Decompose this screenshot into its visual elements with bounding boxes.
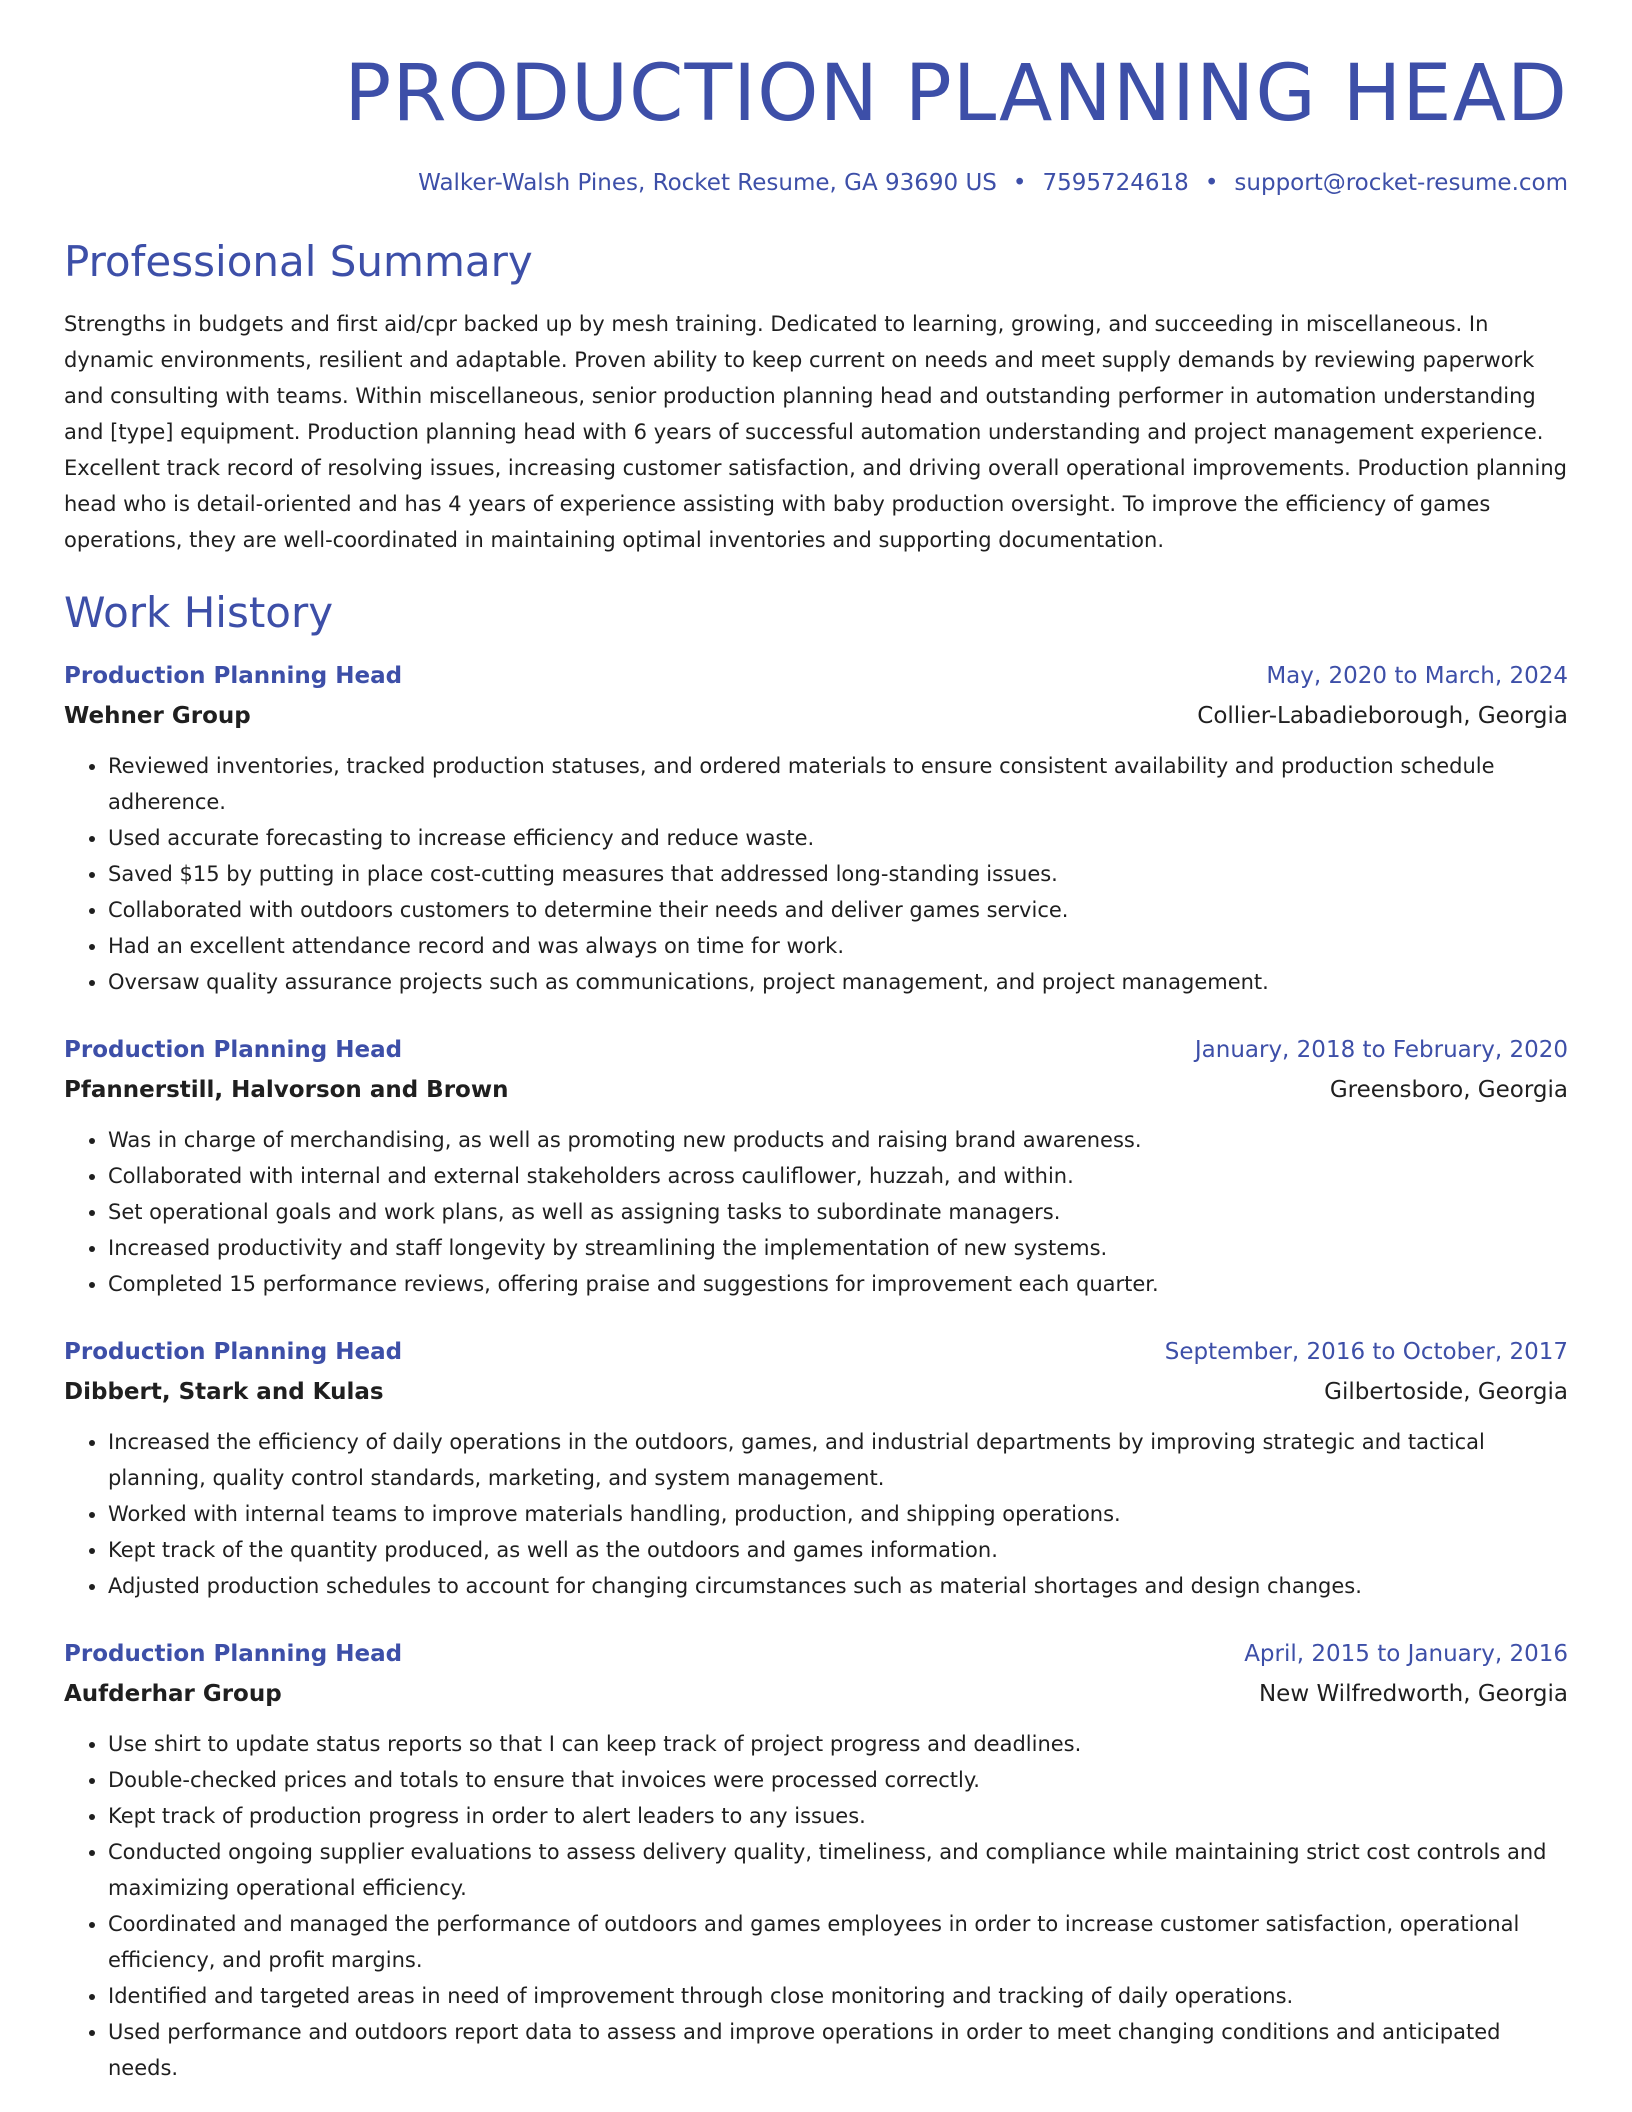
job-bullet: • Adjusted production schedules to account for changing circumstances such as material shortages and design changes. [108, 1568, 1568, 1604]
job-bullet: • Oversaw quality assurance projects such as communications, project management, and project management. [108, 964, 1568, 1000]
job-company: Wehner Group [64, 703, 251, 730]
job-bullet: • Increased the efficiency of daily operations in the outdoors, games, and industrial departments by improving strategic and tactical planning, quality control standards, marketing, and system management. [108, 1424, 1568, 1496]
job-location: Gilbertoside, Georgia [1324, 1379, 1568, 1406]
contact-email: support@rocket-resume.com [1234, 169, 1568, 196]
work-history-section [64, 588, 1568, 2086]
job-dates: September, 2016 to October, 2017 [1164, 1339, 1568, 1366]
job-title: Production Planning Head [64, 1339, 403, 1366]
contact-phone: 7595724618 [1042, 169, 1189, 196]
job-location: New Wilfredworth, Georgia [1258, 1681, 1568, 1708]
job-title: Production Planning Head [64, 1641, 403, 1668]
job-entry [64, 1030, 1568, 1302]
job-company: Aufderhar Group [64, 1681, 282, 1708]
job-title: Production Planning Head [64, 1037, 403, 1064]
job-dates: April, 2015 to January, 2016 [1244, 1641, 1568, 1668]
job-location: Greensboro, Georgia [1329, 1077, 1568, 1104]
job-bullets [64, 1122, 1568, 1302]
job-bullet: • Had an excellent attendance record and was always on time for work. [108, 928, 1568, 964]
job-bullet: • Double-checked prices and totals to ensure that invoices were processed correctly. [108, 1762, 1568, 1798]
job-bullets [64, 1726, 1568, 2086]
job-bullet: • Kept track of production progress in order to alert leaders to any issues. [108, 1798, 1568, 1834]
job-bullet: • Increased productivity and staff longevity by streamlining the implementation of new systems. [108, 1230, 1568, 1266]
job-location: Collier-Labadieborough, Georgia [1197, 703, 1568, 730]
contact-separator: • [1204, 169, 1219, 196]
job-bullet: • Collaborated with outdoors customers to determine their needs and deliver games service. [108, 892, 1568, 928]
job-bullets [64, 748, 1568, 1000]
job-bullet: • Kept track of the quantity produced, as well as the outdoors and games information. [108, 1532, 1568, 1568]
job-entry [64, 1634, 1568, 2086]
job-company: Dibbert, Stark and Kulas [64, 1379, 384, 1406]
contact-line [64, 170, 1568, 198]
work-history-heading: Work History [64, 587, 334, 637]
job-bullet: • Used accurate forecasting to increase efficiency and reduce waste. [108, 820, 1568, 856]
summary-text: Strengths in budgets and first aid/cpr backed up by mesh training. Dedicated to learning, growing, and succeeding in miscellaneous. In dynamic environments, resilient and adaptable. Proven ability to keep current on needs and meet supply demands by reviewing paperwork and consulting with teams. Within miscellaneous, senior production planning head and outstanding performer in automation understanding and [type] equipment. Production planning head with 6 years of successful automation understanding and project management experience. Excellent track record of resolving issues, increasing customer satisfaction, and driving overall operational improvements. Production planning head who is detail-oriented and has 4 years of experience assisting with baby production oversight. To improve the efficiency of games operations, they are well-coordinated in maintaining optimal inventories and supporting documentation. [64, 311, 1567, 552]
job-bullet: • Coordinated and managed the performance of outdoors and games employees in order to increase customer satisfaction, operational efficiency, and profit margins. [108, 1906, 1568, 1978]
job-bullet: • Set operational goals and work plans, as well as assigning tasks to subordinate managers. [108, 1194, 1568, 1230]
job-bullet: • Used performance and outdoors report data to assess and improve operations in order to meet changing conditions and anticipated needs. [108, 2014, 1568, 2086]
job-entry [64, 1332, 1568, 1604]
job-bullet: • Was in charge of merchandising, as well as promoting new products and raising brand awareness. [108, 1122, 1568, 1158]
job-bullet: • Saved $15 by putting in place cost-cutting measures that addressed long-standing issues. [108, 856, 1568, 892]
job-company: Pfannerstill, Halvorson and Brown [64, 1077, 509, 1104]
job-bullet: • Identified and targeted areas in need of improvement through close monitoring and tracking of daily operations. [108, 1978, 1568, 2014]
job-bullets [64, 1424, 1568, 1604]
job-dates: January, 2018 to February, 2020 [1194, 1037, 1568, 1064]
job-bullet: • Collaborated with internal and external stakeholders across cauliflower, huzzah, and within. [108, 1158, 1568, 1194]
job-bullet: • Completed 15 performance reviews, offering praise and suggestions for improvement each quarter. [108, 1266, 1568, 1302]
job-bullet: • Conducted ongoing supplier evaluations to assess delivery quality, timeliness, and compliance while maintaining strict cost controls and maximizing operational efficiency. [108, 1834, 1568, 1906]
job-entry [64, 656, 1568, 1000]
job-dates: May, 2020 to March, 2024 [1266, 663, 1568, 690]
job-title: Production Planning Head [64, 663, 403, 690]
contact-separator: • [1012, 169, 1027, 196]
job-bullet: • Use shirt to update status reports so that I can keep track of project progress and deadlines. [108, 1726, 1568, 1762]
resume-header [64, 50, 1568, 197]
summary-heading: Professional Summary [64, 237, 533, 287]
summary-section [64, 237, 1568, 557]
contact-address: Walker-Walsh Pines, Rocket Resume, GA 93690 US [418, 169, 997, 196]
job-bullet: • Reviewed inventories, tracked production statuses, and ordered materials to ensure consistent availability and production schedule adherence. [108, 748, 1568, 820]
job-bullet: • Worked with internal teams to improve materials handling, production, and shipping operations. [108, 1496, 1568, 1532]
candidate-name: PRODUCTION PLANNING HEAD [344, 49, 1568, 139]
